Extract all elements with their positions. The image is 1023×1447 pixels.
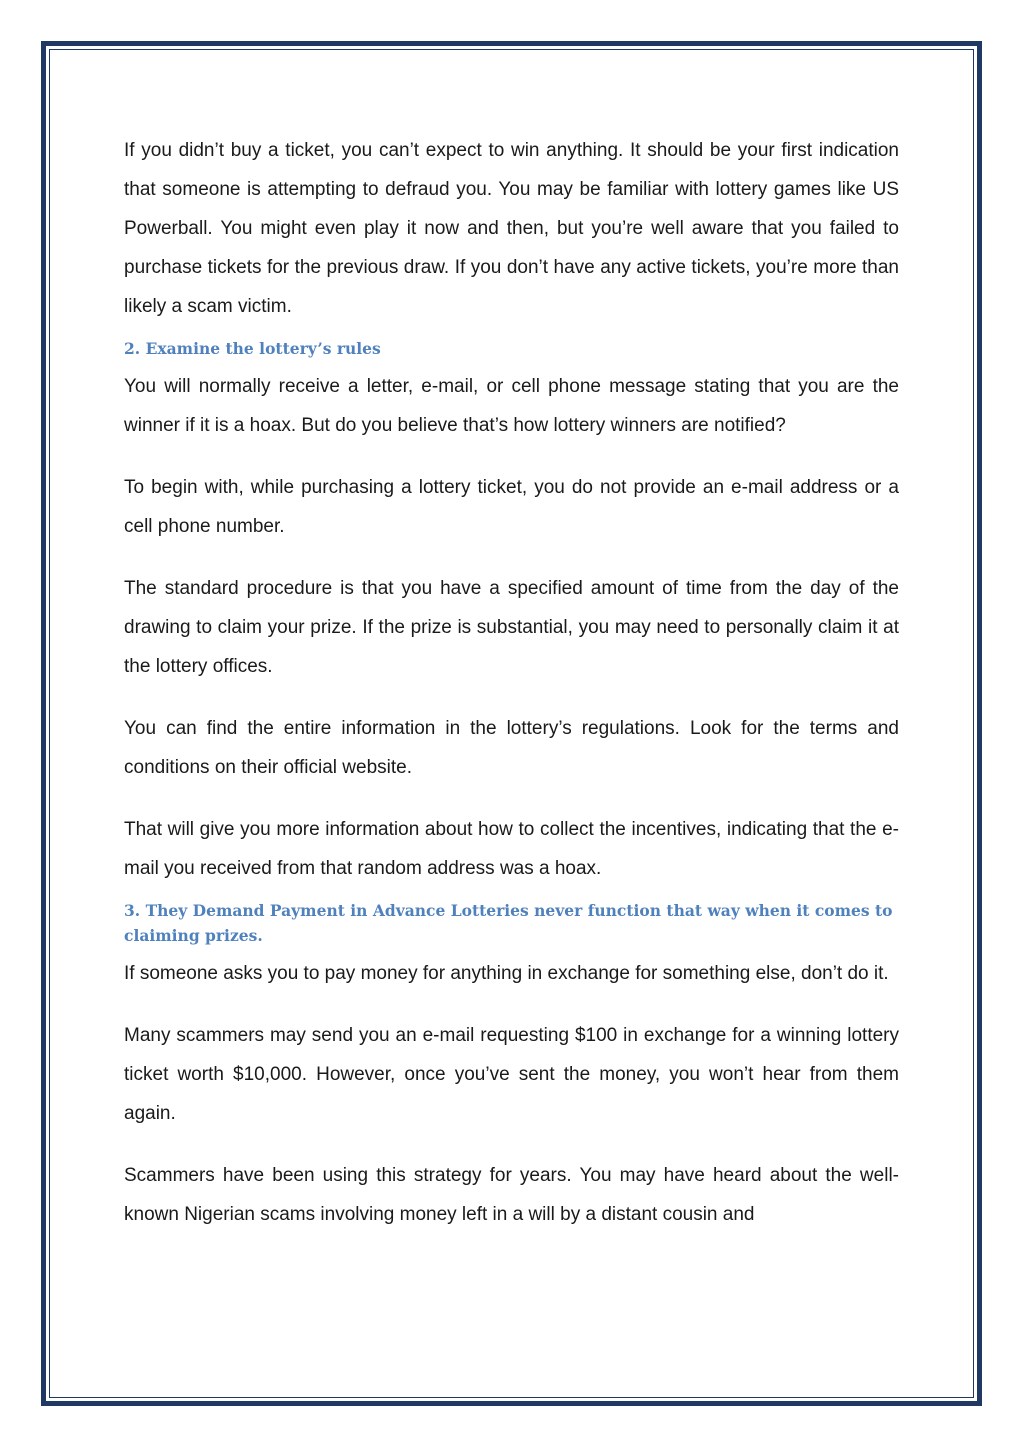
paragraph: That will give you more information about how to collect the incentives, indicating that the e-mail you received from that random address was a hoax. bbox=[124, 819, 899, 879]
section-heading: 3. They Demand Payment in Advance Lotteries never function that way when it comes to claiming prizes. bbox=[124, 901, 893, 945]
paragraph: If you didn’t buy a ticket, you can’t expect to win anything. It should be your first indication that someone is attempting to defraud you. You may be familiar with lottery games like US Powerball. You might even play it now and then, but you’re well aware that you failed to purchase tickets for the previous draw. If you don’t have any active tickets, you’re more than likely a scam victim. bbox=[124, 140, 899, 317]
paragraph: Many scammers may send you an e-mail requesting $100 in exchange for a winning lottery ticket worth $10,000. However, once you’ve sent the money, you won’t hear from them again. bbox=[124, 1025, 899, 1124]
section-heading: 2. Examine the lottery’s rules bbox=[124, 339, 381, 358]
paragraph: The standard procedure is that you have a specified amount of time from the day of the drawing to claim your prize. If the prize is substantial, you may need to personally claim it at the lottery offices. bbox=[124, 578, 899, 677]
document-body bbox=[124, 131, 899, 1234]
paragraph: Scammers have been using this strategy for years. You may have heard about the well-known Nigerian scams involving money left in a will by a distant cousin and bbox=[124, 1165, 899, 1225]
paragraph: If someone asks you to pay money for anything in exchange for something else, don’t do it. bbox=[124, 963, 889, 984]
paragraph: To begin with, while purchasing a lottery ticket, you do not provide an e-mail address or a cell phone number. bbox=[124, 477, 899, 537]
paragraph: You can find the entire information in the lottery’s regulations. Look for the terms and conditions on their official website. bbox=[124, 718, 899, 778]
paragraph: You will normally receive a letter, e-mail, or cell phone message stating that you are the winner if it is a hoax. But do you believe that’s how lottery winners are notified? bbox=[124, 376, 899, 436]
